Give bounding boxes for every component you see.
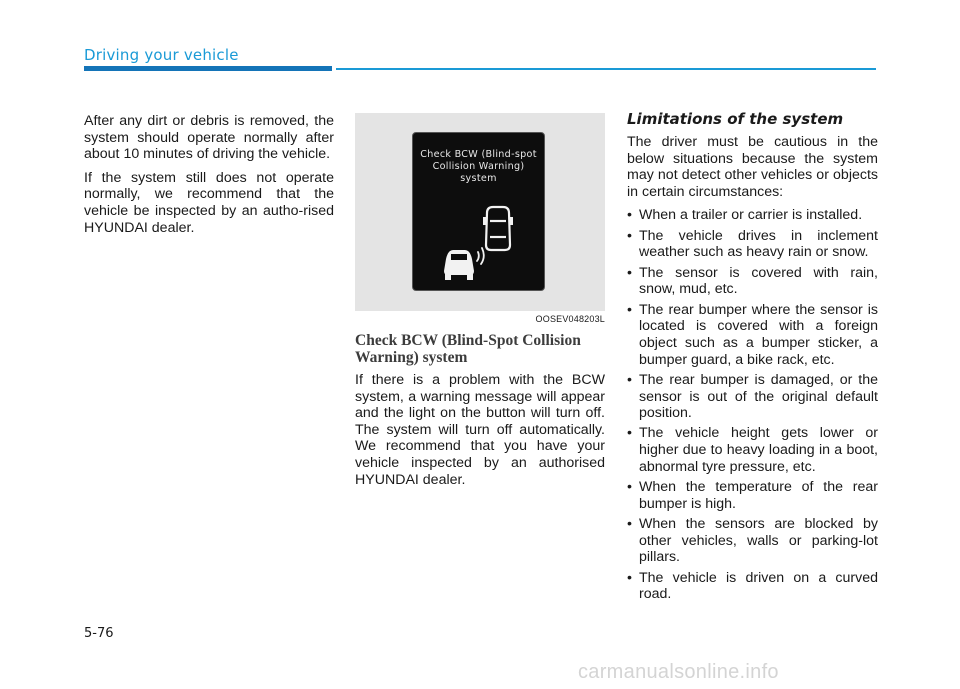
heading-limitations: Limitations of the system	[627, 110, 844, 128]
cluster-display	[412, 132, 545, 291]
bcw-warning-figure	[355, 113, 605, 311]
column-right	[627, 110, 878, 607]
header-rule-thin	[336, 68, 876, 70]
paragraph-after-cleaning: After any dirt or debris is removed, the system should operate normally after about 10 minutes of driving the vehicle.	[84, 113, 334, 163]
list-item: • When the sensors are blocked by other vehicles, walls or parking-lot pillars.	[627, 516, 878, 566]
list-item: • The sensor is covered with rain, snow, mud, etc.	[627, 265, 878, 298]
subheading-check-bcw: Check BCW (Blind-Spot Collision Warning) system	[355, 332, 581, 366]
paragraph-limitations-intro: The driver must be cautious in the below situations because the system may not detect other vehicles or objects in certain circumstances:	[627, 134, 878, 200]
list-item: • When a trailer or carrier is installed.	[627, 207, 878, 224]
list-item: • The rear bumper where the sensor is located is covered with a foreign object such as a bumper sticker, a bumper guard, a bike rack, etc.	[627, 302, 878, 368]
list-item: • The vehicle is driven on a curved road.	[627, 570, 878, 603]
list-item: • The rear bumper is damaged, or the sensor is out of the original default position.	[627, 372, 878, 422]
page-number: 5-76	[84, 626, 114, 641]
screen-warning-message: Check BCW (Blind-spot Collision Warning) system	[420, 149, 537, 184]
bcw-cars-icon	[413, 133, 546, 292]
section-title: Driving your vehicle	[84, 46, 239, 64]
column-left	[84, 113, 334, 243]
list-item: • The vehicle drives in inclement weather such as heavy rain or snow.	[627, 228, 878, 261]
limitations-list	[627, 207, 878, 602]
paragraph-dealer-inspection: If the system still does not operate normally, we recommend that the vehicle be inspected by an autho-rised HYUNDAI dealer.	[84, 169, 334, 236]
column-middle	[355, 113, 605, 495]
figure-code: OOSEV048203L	[535, 314, 605, 324]
paragraph-bcw-problem: If there is a problem with the BCW system, a warning message will appear and the light on the button will turn off. The system will turn off automatically. We recommend that you have your vehicle inspected by an authorised HYUNDAI dealer.	[355, 372, 605, 488]
watermark-text[interactable]: carmanualsonline.info	[578, 661, 779, 683]
header-rule-thick	[84, 66, 332, 71]
list-item: • The vehicle height gets lower or higher due to heavy loading in a boot, abnormal tyre pressure, etc.	[627, 425, 878, 475]
list-item: • When the temperature of the rear bumper is high.	[627, 479, 878, 512]
